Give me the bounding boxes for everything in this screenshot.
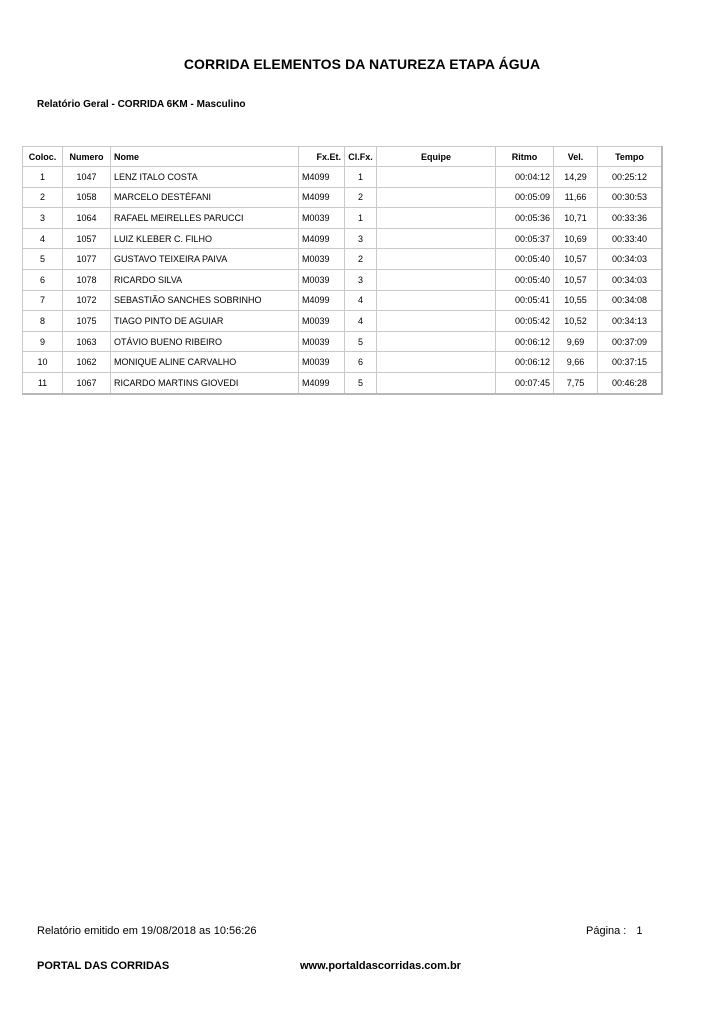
cell-equipe (376, 228, 495, 249)
table-row (22, 207, 661, 228)
footer-url: www.portaldascorridas.com.br (300, 960, 461, 972)
cell-numero: 1062 (62, 351, 110, 372)
cell-tempo: 00:34:08 (597, 290, 661, 311)
cell-ritmo: 00:06:12 (495, 351, 553, 372)
cell-nome: LENZ ITALO COSTA (110, 166, 298, 187)
cell-cl-fx: 1 (344, 207, 376, 228)
cell-numero: 1067 (62, 372, 110, 393)
header-fx-et: Fx.Et. (298, 146, 344, 166)
footer-brand: PORTAL DAS CORRIDAS (37, 960, 170, 972)
cell-fx-et: M0039 (298, 351, 344, 372)
header-numero: Numero (62, 146, 110, 166)
cell-cl-fx: 2 (344, 187, 376, 208)
cell-vel: 10,69 (553, 228, 597, 249)
cell-coloc: 7 (22, 290, 62, 311)
cell-equipe (376, 248, 495, 269)
cell-equipe (376, 290, 495, 311)
cell-fx-et: M4099 (298, 228, 344, 249)
table-row (22, 269, 661, 290)
cell-coloc: 5 (22, 248, 62, 269)
cell-vel: 10,55 (553, 290, 597, 311)
page-label: Página : (586, 925, 627, 937)
page-number: 1 (636, 925, 643, 937)
cell-equipe (376, 310, 495, 331)
cell-fx-et: M0039 (298, 310, 344, 331)
cell-ritmo: 00:05:40 (495, 269, 553, 290)
header-nome: Nome (110, 146, 298, 166)
cell-cl-fx: 6 (344, 351, 376, 372)
cell-vel: 10,57 (553, 248, 597, 269)
cell-tempo: 00:37:15 (597, 351, 661, 372)
cell-fx-et: M0039 (298, 207, 344, 228)
cell-numero: 1058 (62, 187, 110, 208)
cell-tempo: 00:46:28 (597, 372, 661, 393)
table-row (22, 248, 661, 269)
table-row (22, 331, 661, 352)
table-header-row (22, 146, 661, 166)
report-title: CORRIDA ELEMENTOS DA NATUREZA ETAPA ÁGUA (183, 56, 541, 72)
cell-cl-fx: 3 (344, 269, 376, 290)
cell-fx-et: M4099 (298, 187, 344, 208)
cell-fx-et: M4099 (298, 290, 344, 311)
cell-vel: 9,69 (553, 331, 597, 352)
cell-nome: LUIZ KLEBER C. FILHO (110, 228, 298, 249)
cell-equipe (376, 351, 495, 372)
cell-ritmo: 00:06:12 (495, 331, 553, 352)
cell-tempo: 00:25:12 (597, 166, 661, 187)
cell-nome: OTÁVIO BUENO RIBEIRO (110, 331, 298, 352)
cell-cl-fx: 3 (344, 228, 376, 249)
table-row (22, 228, 661, 249)
cell-vel: 10,57 (553, 269, 597, 290)
table-row (22, 187, 661, 208)
cell-nome: RICARDO SILVA (110, 269, 298, 290)
cell-cl-fx: 4 (344, 310, 376, 331)
cell-ritmo: 00:07:45 (495, 372, 553, 393)
cell-vel: 14,29 (553, 166, 597, 187)
cell-nome: MONIQUE ALINE CARVALHO (110, 351, 298, 372)
cell-ritmo: 00:05:36 (495, 207, 553, 228)
cell-fx-et: M0039 (298, 269, 344, 290)
cell-tempo: 00:33:40 (597, 228, 661, 249)
cell-equipe (376, 269, 495, 290)
header-cl-fx: Cl.Fx. (344, 146, 376, 166)
cell-numero: 1047 (62, 166, 110, 187)
cell-nome: MARCELO DESTÉFANI (110, 187, 298, 208)
cell-nome: RAFAEL MEIRELLES PARUCCI (110, 207, 298, 228)
cell-tempo: 00:34:03 (597, 248, 661, 269)
cell-vel: 10,52 (553, 310, 597, 331)
results-table (22, 146, 663, 395)
cell-fx-et: M0039 (298, 248, 344, 269)
cell-numero: 1064 (62, 207, 110, 228)
cell-ritmo: 00:05:41 (495, 290, 553, 311)
cell-ritmo: 00:05:09 (495, 187, 553, 208)
cell-tempo: 00:30:53 (597, 187, 661, 208)
cell-coloc: 11 (22, 372, 62, 393)
report-subtitle: Relatório Geral - CORRIDA 6KM - Masculino (37, 99, 246, 110)
cell-numero: 1063 (62, 331, 110, 352)
cell-vel: 7,75 (553, 372, 597, 393)
table-row (22, 351, 661, 372)
cell-nome: GUSTAVO TEIXEIRA PAIVA (110, 248, 298, 269)
cell-coloc: 1 (22, 166, 62, 187)
cell-fx-et: M4099 (298, 372, 344, 393)
cell-vel: 11,66 (553, 187, 597, 208)
table-row (22, 372, 661, 393)
cell-cl-fx: 5 (344, 372, 376, 393)
header-equipe: Equipe (376, 146, 495, 166)
cell-nome: RICARDO MARTINS GIOVEDI (110, 372, 298, 393)
cell-coloc: 10 (22, 351, 62, 372)
cell-cl-fx: 1 (344, 166, 376, 187)
cell-numero: 1077 (62, 248, 110, 269)
cell-tempo: 00:37:09 (597, 331, 661, 352)
header-ritmo: Ritmo (495, 146, 553, 166)
table-row (22, 290, 661, 311)
cell-coloc: 6 (22, 269, 62, 290)
cell-ritmo: 00:05:42 (495, 310, 553, 331)
cell-equipe (376, 187, 495, 208)
cell-numero: 1078 (62, 269, 110, 290)
cell-numero: 1075 (62, 310, 110, 331)
cell-coloc: 9 (22, 331, 62, 352)
header-vel: Vel. (553, 146, 597, 166)
cell-tempo: 00:34:13 (597, 310, 661, 331)
cell-vel: 9,66 (553, 351, 597, 372)
cell-ritmo: 00:05:37 (495, 228, 553, 249)
cell-nome: TIAGO PINTO DE AGUIAR (110, 310, 298, 331)
cell-equipe (376, 207, 495, 228)
header-tempo: Tempo (597, 146, 661, 166)
report-emitted-date: Relatório emitido em 19/08/2018 as 10:56:26 (37, 925, 257, 937)
cell-fx-et: M0039 (298, 331, 344, 352)
cell-nome: SEBASTIÃO SANCHES SOBRINHO (110, 290, 298, 311)
cell-coloc: 2 (22, 187, 62, 208)
cell-tempo: 00:34:03 (597, 269, 661, 290)
cell-coloc: 4 (22, 228, 62, 249)
cell-fx-et: M4099 (298, 166, 344, 187)
cell-cl-fx: 4 (344, 290, 376, 311)
cell-cl-fx: 2 (344, 248, 376, 269)
cell-cl-fx: 5 (344, 331, 376, 352)
cell-tempo: 00:33:36 (597, 207, 661, 228)
header-coloc: Coloc. (22, 146, 62, 166)
cell-vel: 10,71 (553, 207, 597, 228)
cell-equipe (376, 331, 495, 352)
cell-coloc: 3 (22, 207, 62, 228)
cell-coloc: 8 (22, 310, 62, 331)
table-row (22, 166, 661, 187)
cell-ritmo: 00:04:12 (495, 166, 553, 187)
cell-ritmo: 00:05:40 (495, 248, 553, 269)
cell-numero: 1072 (62, 290, 110, 311)
page-indicator (586, 925, 643, 937)
table-row (22, 310, 661, 331)
cell-equipe (376, 372, 495, 393)
cell-numero: 1057 (62, 228, 110, 249)
cell-equipe (376, 166, 495, 187)
